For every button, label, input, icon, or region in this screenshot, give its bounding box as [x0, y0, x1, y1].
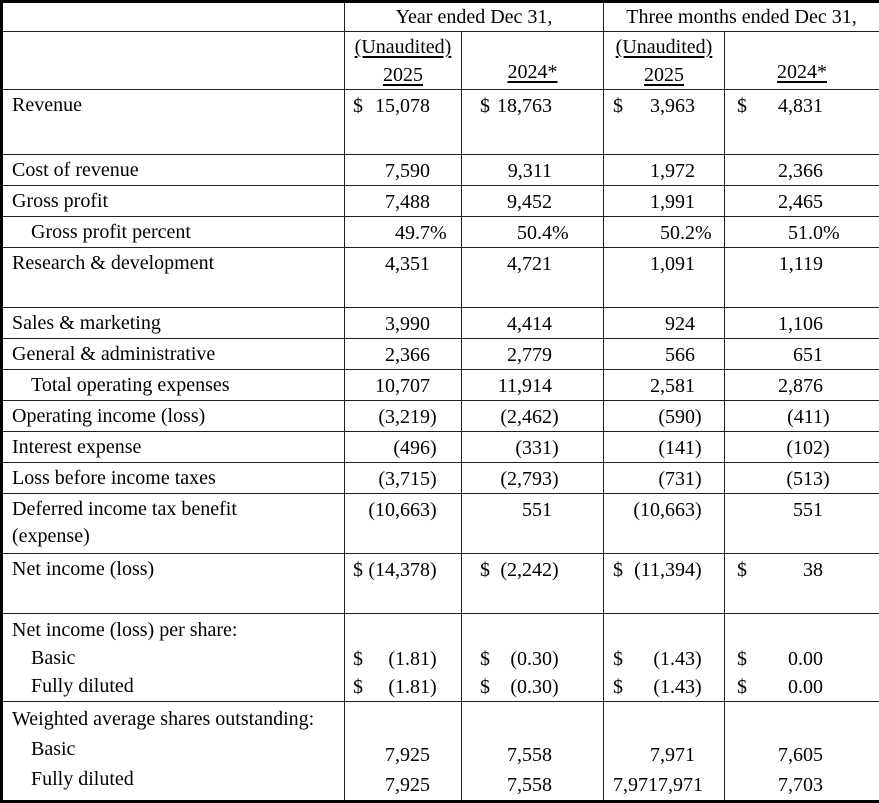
currency-symbol: $	[353, 645, 363, 673]
close-paren: )	[552, 645, 569, 673]
cell-value: (1.43	[623, 673, 695, 701]
cell-value: 0.00	[747, 645, 823, 673]
cell-value: (731	[613, 466, 695, 493]
cell-value: 2,876	[737, 373, 823, 400]
cell-value: 15,078	[363, 93, 430, 120]
cell-value: 11,914	[480, 373, 552, 400]
col-group-label: Three months ended Dec 31,	[626, 6, 856, 28]
row-label: Interest expense	[12, 436, 141, 458]
close-paren: )	[552, 673, 569, 701]
cell-value: (513	[737, 466, 823, 493]
close-paren: )	[430, 645, 447, 673]
year-2024-label: 2024*	[777, 61, 827, 83]
row-label: Research & development	[12, 252, 214, 274]
cell-value: 9,452	[480, 189, 552, 216]
block-heading: Net income (loss) per share:	[12, 616, 340, 644]
row-label: Deferred income tax benefit	[12, 496, 340, 523]
subheader-quarter-2024	[725, 32, 879, 90]
cell-value: 7,558	[480, 740, 552, 770]
cell-value: 3,990	[353, 311, 430, 338]
close-paren: )	[552, 466, 569, 493]
row-label: Gross profit	[12, 190, 108, 212]
currency-symbol: $	[737, 557, 747, 584]
unaudited-label: (Unaudited)	[616, 36, 713, 58]
currency-symbol: $	[737, 645, 747, 673]
currency-symbol: $	[353, 673, 363, 701]
row-label-fully-diluted: Fully diluted	[12, 672, 340, 700]
cell-value: 1,106	[737, 311, 823, 338]
close-paren: )	[430, 497, 447, 524]
row-label: Net income (loss)	[12, 558, 154, 580]
row-label: Operating income (loss)	[12, 405, 205, 427]
cell-value: (1.81	[363, 645, 430, 673]
cell-value: (0.30	[490, 645, 552, 673]
cell-value: 7,971	[658, 770, 703, 800]
cell-value: 1,972	[613, 158, 695, 185]
close-paren: )	[430, 435, 447, 462]
close-paren: )	[823, 435, 840, 462]
row-general-administrative	[2, 339, 879, 370]
cell-value: 3,963	[623, 93, 695, 120]
cell-value: (10,663	[353, 497, 430, 524]
cell-value: 7,971	[613, 740, 695, 770]
cell-value: 1,119	[737, 251, 823, 278]
currency-symbol: $	[613, 673, 623, 701]
row-revenue	[2, 90, 879, 155]
currency-symbol: $	[480, 93, 490, 120]
row-net-income-per-share-block	[2, 614, 879, 702]
cell-value: 4,831	[747, 93, 823, 120]
year-2025-label: 2025	[644, 64, 684, 86]
row-gross-profit	[2, 186, 879, 217]
header-corner-cell	[2, 2, 345, 32]
row-cost-of-revenue	[2, 155, 879, 186]
currency-symbol: $	[480, 645, 490, 673]
cell-value: 651	[737, 342, 823, 369]
cell-value: (411	[737, 404, 823, 431]
header-row-periods	[2, 32, 879, 90]
row-label: Sales & marketing	[12, 312, 161, 334]
year-2024-label: 2024*	[508, 61, 558, 83]
row-label: Revenue	[12, 94, 82, 116]
close-paren: )	[823, 466, 840, 493]
cell-value: (1.43	[623, 645, 695, 673]
currency-symbol: $	[613, 645, 623, 673]
close-paren: )	[430, 404, 447, 431]
cell-value: (10,663	[613, 497, 695, 524]
cell-value: 4,721	[480, 251, 552, 278]
header-corner-cell-2	[2, 32, 345, 90]
cell-value: 7,605	[737, 740, 823, 770]
cell-value: (331	[480, 435, 552, 462]
close-paren: )	[552, 404, 569, 431]
cell-value: 1,091	[613, 251, 695, 278]
cell-value: 551	[737, 497, 823, 524]
cell-value: 51.0	[737, 220, 823, 247]
cell-value: 49.7	[353, 220, 430, 247]
close-paren: )	[695, 435, 712, 462]
cell-value: 50.4	[480, 220, 552, 247]
cell-value: 10,707	[353, 373, 430, 400]
close-paren: )	[695, 645, 712, 673]
cell-value: 4,414	[480, 311, 552, 338]
row-operating-income-loss	[2, 401, 879, 432]
currency-symbol: $	[737, 673, 747, 701]
cell-value: 7,703	[737, 770, 823, 800]
cell-value: 0.00	[747, 673, 823, 701]
row-interest-expense	[2, 432, 879, 463]
row-label: General & administrative	[12, 343, 215, 365]
cell-value: 18,763	[490, 93, 552, 120]
cell-value: 9,311	[480, 158, 552, 185]
cell-value: 2,581	[613, 373, 695, 400]
row-total-operating-expenses	[2, 370, 879, 401]
row-weighted-shares-block	[2, 702, 879, 802]
header-row-groups	[2, 2, 879, 32]
year-2025-label: 2025	[383, 64, 423, 86]
cell-value: 7,488	[353, 189, 430, 216]
cell-value: 2,465	[737, 189, 823, 216]
currency-symbol: 7,971	[613, 770, 658, 800]
row-research-development	[2, 248, 879, 308]
cell-value: (1.81	[363, 673, 430, 701]
cell-value: (102	[737, 435, 823, 462]
percent-sign: %	[695, 220, 712, 247]
cell-value: (3,715	[353, 466, 430, 493]
currency-symbol: $	[613, 93, 623, 120]
cell-value: 551	[480, 497, 552, 524]
currency-symbol: $	[353, 93, 363, 120]
percent-sign: %	[430, 220, 447, 247]
row-label-basic: Basic	[12, 734, 340, 764]
subheader-annual-2024	[462, 32, 604, 90]
close-paren: )	[430, 557, 447, 584]
close-paren: )	[695, 404, 712, 431]
cell-value: (2,793	[480, 466, 552, 493]
cell-value: (496	[353, 435, 430, 462]
col-group-three-months	[604, 2, 879, 32]
currency-symbol: $	[480, 557, 490, 584]
currency-symbol: $	[613, 557, 623, 584]
cell-value: 38	[747, 557, 823, 584]
cell-value: (3,219	[353, 404, 430, 431]
close-paren: )	[823, 404, 840, 431]
cell-value: 7,558	[480, 770, 552, 800]
row-label-basic: Basic	[12, 644, 340, 672]
cell-value: 2,366	[353, 342, 430, 369]
cell-value: (11,394	[623, 557, 695, 584]
cell-value: (2,242	[490, 557, 552, 584]
cell-value: 4,351	[353, 251, 430, 278]
row-label-fully-diluted: Fully diluted	[12, 764, 340, 794]
cell-value: 7,925	[353, 740, 430, 770]
percent-sign: %	[552, 220, 569, 247]
subheader-quarter-2025	[604, 32, 725, 90]
cell-value: 2,779	[480, 342, 552, 369]
percent-sign: %	[823, 220, 840, 247]
close-paren: )	[552, 557, 569, 584]
row-label: Loss before income taxes	[12, 467, 216, 489]
row-label-line2: (expense)	[12, 523, 340, 550]
cell-value: 2,366	[737, 158, 823, 185]
cell-value: (2,462	[480, 404, 552, 431]
row-label: Total operating expenses	[12, 374, 230, 396]
col-group-label: Year ended Dec 31,	[396, 6, 553, 28]
row-sales-marketing	[2, 308, 879, 339]
cell-value: (590	[613, 404, 695, 431]
cell-value: (141	[613, 435, 695, 462]
row-net-income-loss	[2, 554, 879, 614]
close-paren: )	[695, 466, 712, 493]
close-paren: )	[430, 466, 447, 493]
close-paren: )	[430, 673, 447, 701]
row-loss-before-income-taxes	[2, 463, 879, 494]
close-paren: )	[695, 557, 712, 584]
subheader-annual-2025	[345, 32, 462, 90]
cell-value: 924	[613, 311, 695, 338]
unaudited-label: (Unaudited)	[355, 36, 452, 58]
col-group-year-ended	[345, 2, 604, 32]
close-paren: )	[695, 497, 712, 524]
currency-symbol: $	[737, 93, 747, 120]
cell-value: 1,991	[613, 189, 695, 216]
cell-value: 50.2	[613, 220, 695, 247]
block-heading: Weighted average shares outstanding:	[12, 704, 340, 734]
cell-value: (0.30	[490, 673, 552, 701]
cell-value: 7,590	[353, 158, 430, 185]
cell-value: 566	[613, 342, 695, 369]
close-paren: )	[695, 673, 712, 701]
row-label: Gross profit percent	[12, 221, 191, 243]
cell-value: (14,378	[363, 557, 430, 584]
row-deferred-income-tax	[2, 494, 879, 554]
row-label: Cost of revenue	[12, 159, 139, 181]
currency-symbol: $	[480, 673, 490, 701]
close-paren: )	[552, 435, 569, 462]
cell-value: 7,925	[353, 770, 430, 800]
currency-symbol: $	[353, 557, 363, 584]
row-gross-profit-percent	[2, 217, 879, 248]
